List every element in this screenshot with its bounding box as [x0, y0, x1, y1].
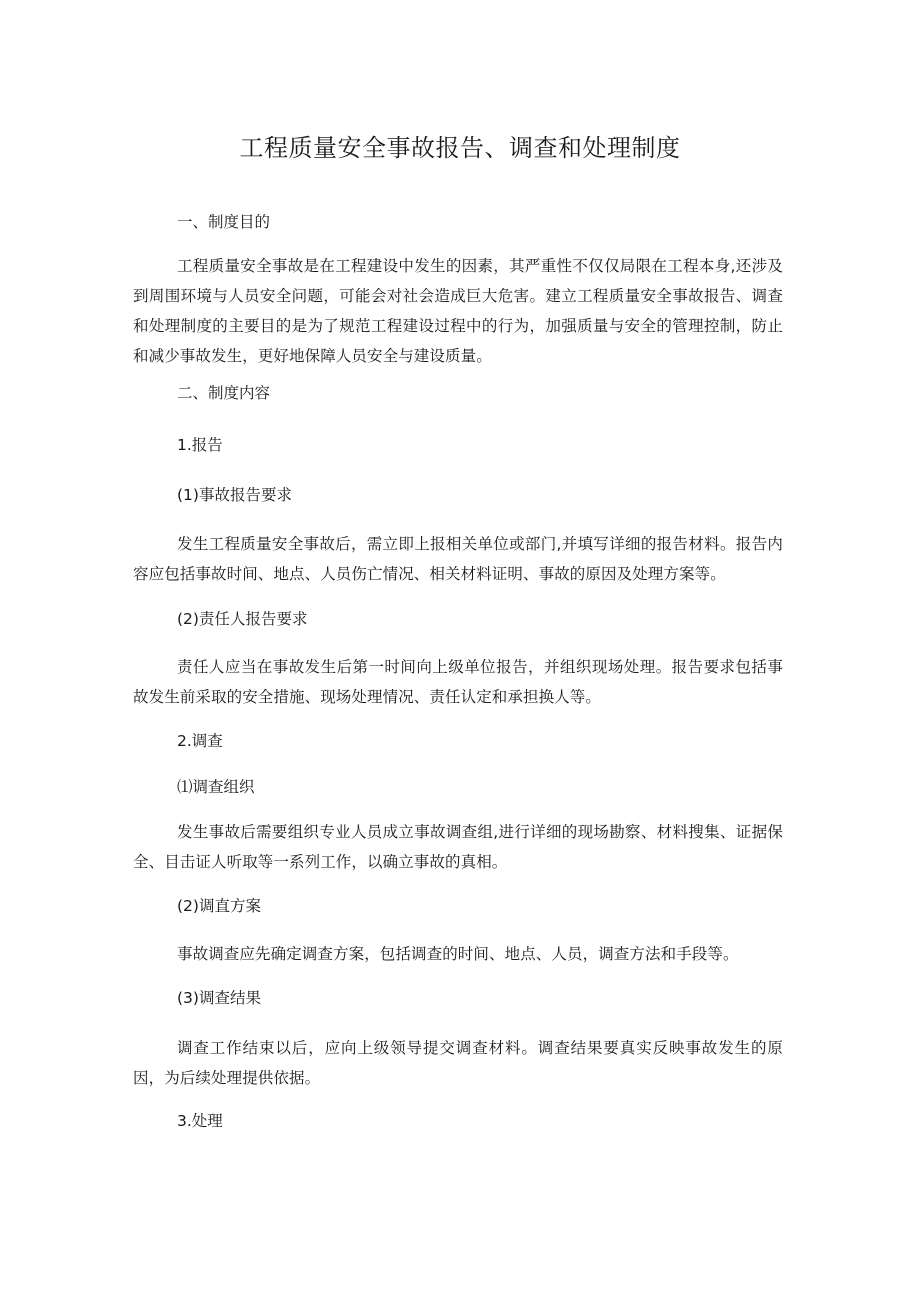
- paragraph-investigation-plan: 事故调查应先确定调查方案，包括调查的时间、地点、人员，调查方法和手段等。: [177, 945, 739, 963]
- subsection-heading-investigation: 2.调查: [177, 732, 223, 750]
- item-heading-investigation-result: (3)调查结果: [177, 989, 261, 1007]
- section-heading-purpose: 一、制度目的: [177, 213, 271, 231]
- subsection-heading-report: 1.报告: [177, 436, 223, 454]
- item-heading-responsible-report: (2)责任人报告要求: [177, 610, 308, 628]
- item-heading-accident-report: (1)事故报告要求: [177, 486, 292, 504]
- paragraph-responsible-report: 责任人应当在事故发生后第一时间向上级单位报告，并组织现场处理。报告要求包括事故发生前采取的安全措施、现场处理情况、责任认定和承担换人等。: [133, 658, 783, 706]
- paragraph-accident-report: 发生工程质量安全事故后，需立即上报相关单位或部门,并填写详细的报告材料。报告内容应包括事故时间、地点、人员伤亡情况、相关材料证明、事故的原因及处理方案等。: [133, 535, 783, 583]
- paragraph-investigation-org: 发生事故后需要组织专业人员成立事故调查组,进行详细的现场勘察、材料搜集、证据保全、目击证人听取等一系列工作，以确立事故的真相。: [133, 823, 783, 871]
- paragraph-purpose: 工程质量安全事故是在工程建设中发生的因素，其严重性不仅仅局限在工程本身,还涉及到周围环境与人员安全问题，可能会对社会造成巨大危害。建立工程质量安全事故报告、调查和处理制度的主要目的是为了规范工程建设过程中的行为，加强质量与安全的管理控制，防止和减少事故发生，更好地保障人员安全与建设质量。: [133, 257, 783, 365]
- item-heading-investigation-org: ⑴调查组织: [177, 778, 255, 796]
- document-title: 工程质量安全事故报告、调查和处理制度: [239, 134, 681, 162]
- paragraph-investigation-result: 调查工作结束以后，应向上级领导提交调查材料。调查结果要真实反映事故发生的原因，为后续处理提供依据。: [133, 1039, 783, 1087]
- subsection-heading-handling: 3.处理: [177, 1112, 223, 1130]
- item-heading-investigation-plan: (2)调直方案: [177, 897, 261, 915]
- section-heading-content: 二、制度内容: [177, 384, 271, 402]
